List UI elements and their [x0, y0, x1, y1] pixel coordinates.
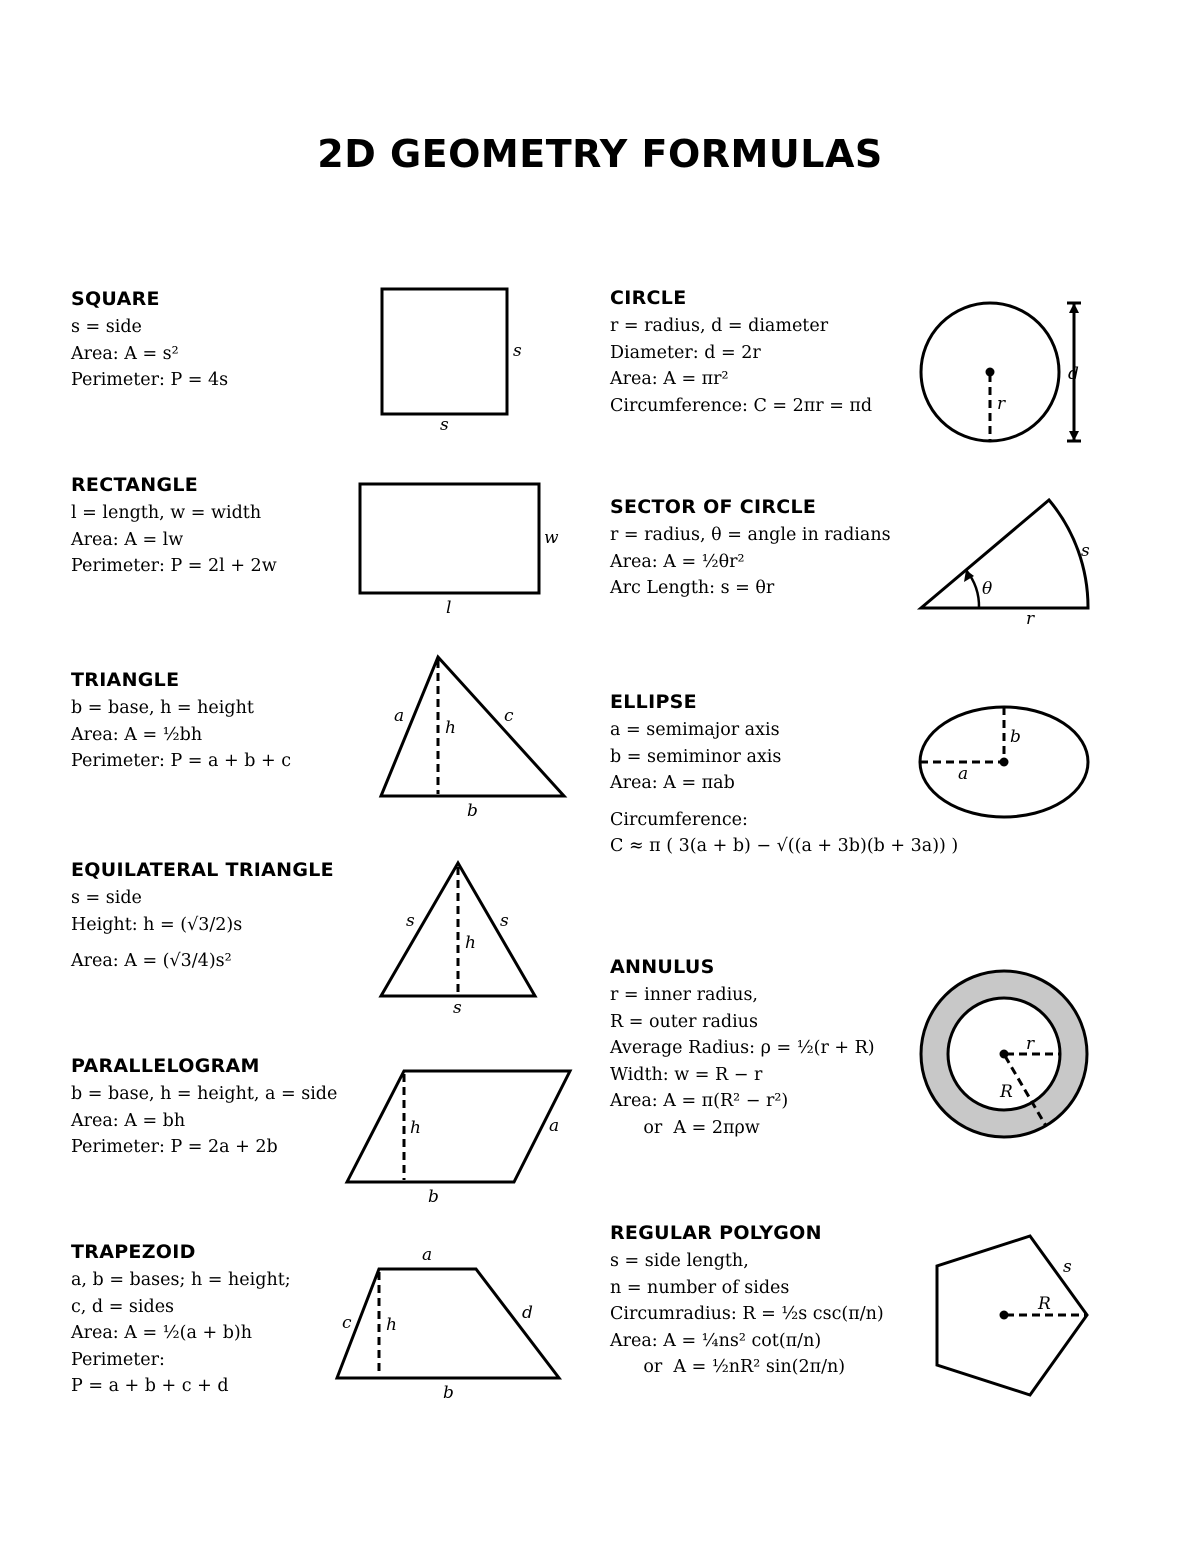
polygon-label-R: R [1038, 1294, 1051, 1314]
polygon-line-5: or A = ½nR² sin(2π/n) [610, 1357, 846, 1377]
triangle-line-2: Area: A = ½bh [71, 724, 203, 745]
parallelogram-heading: PARALLELOGRAM [71, 1055, 260, 1077]
sector-label-r: r [1026, 609, 1035, 629]
rectangle-section [71, 474, 277, 580]
triangle-label-h: h [445, 718, 456, 738]
circle-line-1: r = radius, d = diameter [610, 316, 829, 336]
annulus-line-1: r = inner radius, [610, 985, 758, 1005]
square-line-1: s = side [71, 317, 142, 337]
trapezoid-label-a: a [422, 1245, 433, 1265]
trapezoid-label-h: h [386, 1315, 397, 1335]
square-label-bottom: s [440, 415, 449, 435]
square-diagram [370, 280, 540, 440]
trapezoid-label-c: c [342, 1313, 352, 1333]
polygon-heading: REGULAR POLYGON [610, 1222, 822, 1244]
circle-diagram [910, 295, 1090, 455]
triangle-line-1: b = base, h = height [71, 698, 254, 718]
trapezoid-label-d: d [522, 1303, 533, 1323]
triangle-diagram [370, 650, 580, 825]
equilateral-line-1: s = side [71, 888, 142, 908]
parallelogram-line-1: b = base, h = height, a = side [71, 1084, 338, 1104]
circle-section [610, 287, 872, 419]
rectangle-label-length: l [446, 598, 452, 618]
sector-label-theta: θ [982, 579, 993, 599]
trapezoid-line-5: P = a + b + c + d [71, 1376, 229, 1396]
parallelogram-diagram [340, 1060, 580, 1210]
ellipse-line-3: Area: A = πab [610, 773, 735, 793]
annulus-line-5: Area: A = π(R² − r²) [610, 1091, 789, 1111]
circle-label-r: r [997, 394, 1006, 414]
trapezoid-heading: TRAPEZOID [71, 1241, 196, 1263]
triangle-heading: TRIANGLE [71, 669, 180, 691]
equilateral-line-2: Height: h = (√3/2)s [71, 914, 243, 935]
rectangle-line-2: Area: A = lw [71, 529, 184, 550]
sector-label-s: s [1081, 541, 1090, 561]
sector-line-3: Arc Length: s = θr [610, 578, 775, 598]
parallelogram-label-a: a [549, 1116, 560, 1136]
annulus-section [610, 956, 875, 1141]
sector-shape [921, 500, 1088, 608]
ellipse-diagram [910, 700, 1100, 825]
circle-line-4: Circumference: C = 2πr = πd [610, 395, 873, 416]
square-line-2: Area: A = s² [71, 343, 179, 364]
trapezoid-diagram [330, 1240, 570, 1405]
polygon-line-1: s = side length, [610, 1251, 749, 1271]
ellipse-label-b: b [1010, 727, 1021, 747]
ellipse-circ-formula: C ≈ π ( 3(a + b) − √((a + 3b)(b + 3a)) ) [610, 836, 959, 856]
sector-line-2: Area: A = ½θr² [610, 551, 745, 572]
annulus-label-R: R [1000, 1082, 1013, 1102]
ellipse-line-2: b = semiminor axis [610, 746, 782, 767]
equilateral-label-right: s [500, 911, 509, 931]
sector-heading: SECTOR OF CIRCLE [610, 496, 817, 518]
polygon-line-2: n = number of sides [610, 1277, 790, 1298]
square-label-side: s [513, 341, 522, 361]
parallelogram-line-3: Perimeter: P = 2a + 2b [71, 1137, 278, 1157]
equilateral-section [71, 859, 334, 975]
rectangle-line-3: Perimeter: P = 2l + 2w [71, 556, 277, 576]
ellipse-section [610, 691, 958, 860]
rectangle-diagram [350, 475, 570, 625]
polygon-label-s: s [1063, 1257, 1072, 1277]
trapezoid-line-1: a, b = bases; h = height; [71, 1270, 291, 1290]
equilateral-diagram [370, 855, 550, 1020]
ellipse-line-1: a = semimajor axis [610, 720, 780, 740]
trapezoid-line-2: c, d = sides [71, 1296, 175, 1317]
annulus-label-r: r [1026, 1034, 1035, 1054]
parallelogram-line-2: Area: A = bh [71, 1110, 186, 1131]
parallelogram-shape [347, 1071, 570, 1182]
triangle-label-c: c [504, 706, 514, 726]
annulus-line-4: Width: w = R − r [610, 1064, 763, 1085]
trapezoid-shape [337, 1269, 559, 1378]
polygon-diagram [920, 1225, 1100, 1405]
circle-line-2: Diameter: d = 2r [610, 342, 761, 363]
polygon-line-4: Area: A = ¼ns² cot(π/n) [610, 1330, 822, 1351]
square-heading: SQUARE [71, 288, 160, 310]
triangle-section [71, 669, 291, 775]
rectangle-line-1: l = length, w = width [71, 503, 262, 523]
square-shape [382, 289, 507, 414]
annulus-line-2: R = outer radius [610, 1011, 758, 1032]
circle-heading: CIRCLE [610, 287, 687, 309]
square-line-3: Perimeter: P = 4s [71, 370, 229, 390]
triangle-shape [381, 657, 564, 796]
parallelogram-label-h: h [410, 1118, 421, 1138]
equilateral-label-base: s [453, 998, 462, 1018]
rectangle-label-width: w [544, 528, 559, 548]
equilateral-label-h: h [465, 933, 476, 953]
annulus-heading: ANNULUS [610, 956, 715, 978]
ellipse-label-a: a [958, 764, 969, 784]
circle-line-3: Area: A = πr² [610, 369, 729, 389]
equilateral-label-left: s [406, 911, 415, 931]
polygon-section [610, 1222, 884, 1381]
polygon-line-3: Circumradius: R = ½s csc(π/n) [610, 1304, 884, 1324]
triangle-label-b: b [467, 801, 478, 821]
parallelogram-label-b: b [428, 1187, 439, 1207]
sector-section [610, 496, 891, 602]
equilateral-heading: EQUILATERAL TRIANGLE [71, 859, 334, 881]
trapezoid-line-3: Area: A = ½(a + b)h [71, 1323, 252, 1343]
triangle-line-3: Perimeter: P = a + b + c [71, 751, 292, 771]
sector-line-1: r = radius, θ = angle in radians [610, 525, 891, 545]
rectangle-heading: RECTANGLE [71, 474, 199, 496]
annulus-line-6: or A = 2πρw [610, 1117, 760, 1138]
circle-label-d: d [1068, 364, 1079, 384]
ellipse-circ-label: Circumference: [610, 809, 748, 830]
annulus-line-3: Average Radius: ρ = ½(r + R) [610, 1038, 875, 1058]
ellipse-heading: ELLIPSE [610, 691, 697, 713]
rectangle-shape [360, 484, 539, 593]
sector-diagram [910, 490, 1100, 630]
triangle-label-a: a [394, 706, 405, 726]
trapezoid-line-4: Perimeter: [71, 1349, 165, 1370]
trapezoid-label-b: b [443, 1383, 454, 1403]
page-title: 2D GEOMETRY FORMULAS [317, 132, 883, 176]
equilateral-line-3: Area: A = (√3/4)s² [71, 951, 232, 971]
square-section [71, 288, 228, 394]
annulus-diagram [910, 960, 1100, 1145]
parallelogram-section [71, 1055, 337, 1161]
trapezoid-section [71, 1241, 291, 1400]
